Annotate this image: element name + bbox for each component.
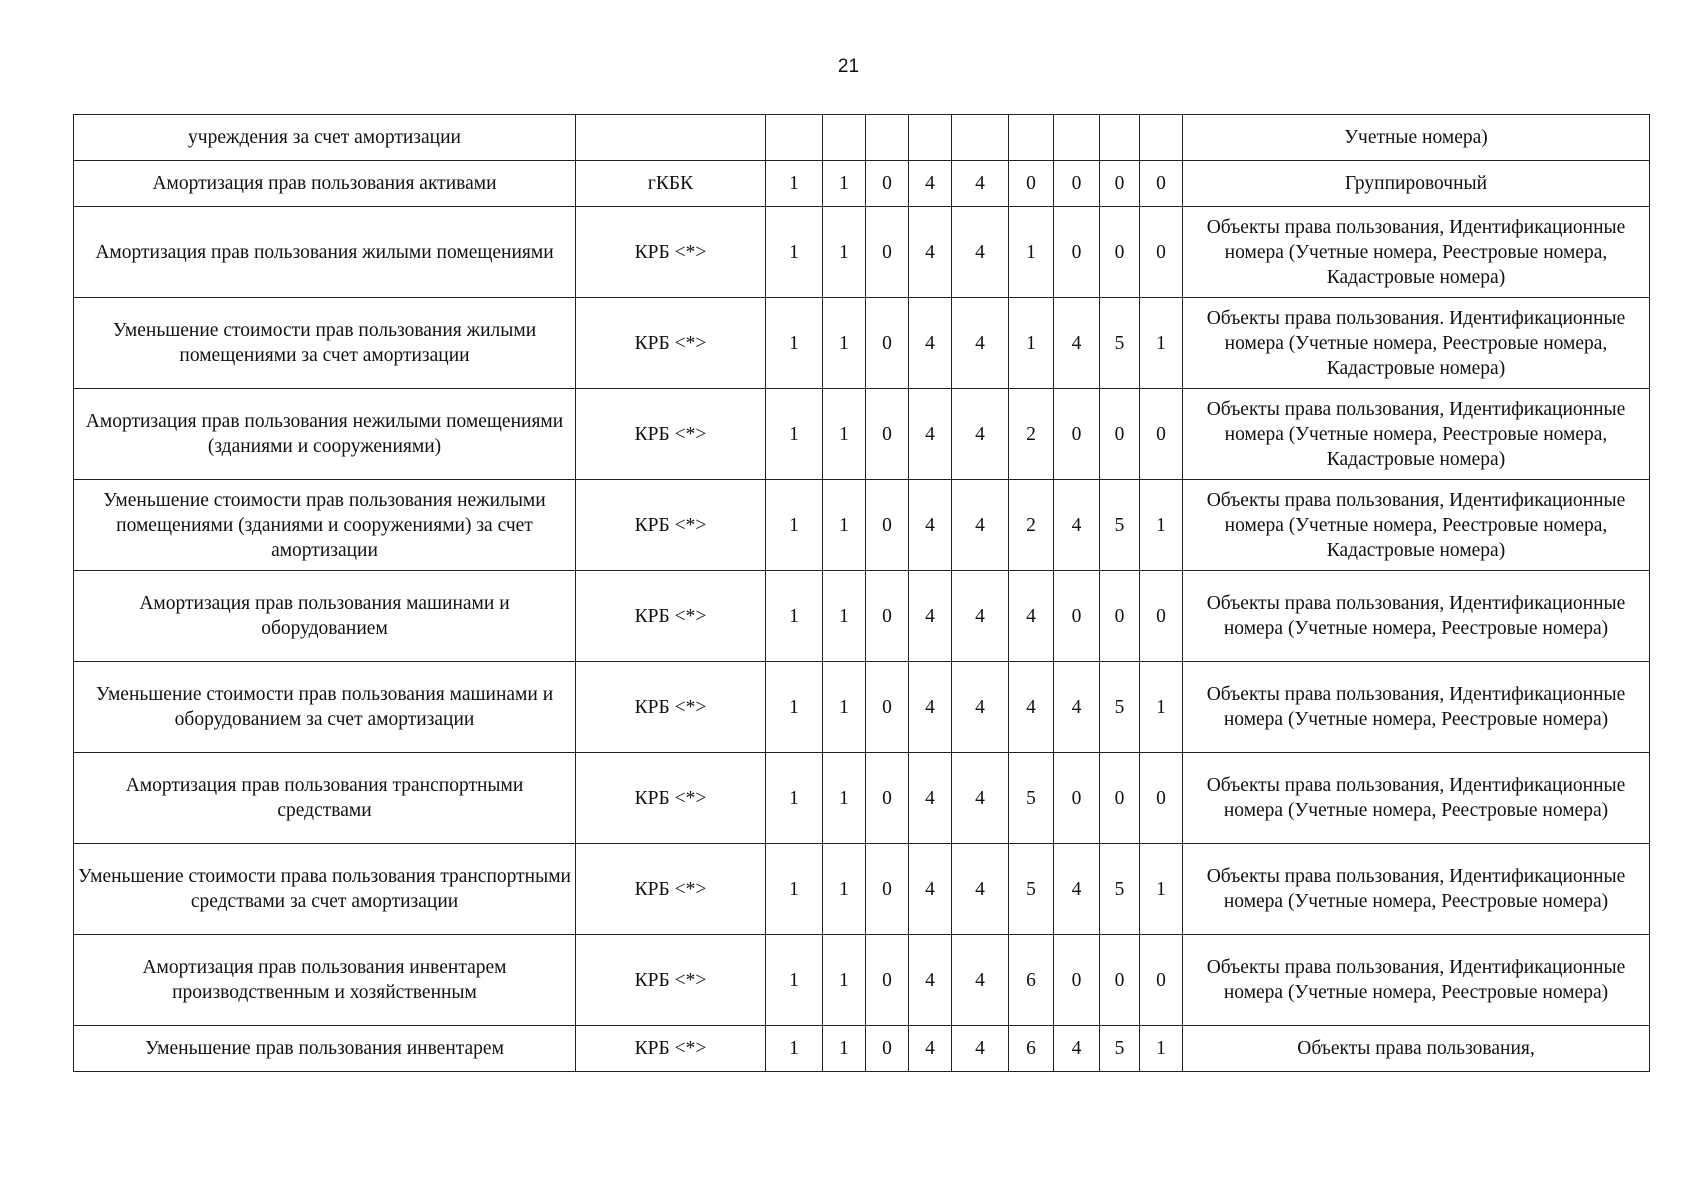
table-row bbox=[74, 753, 1650, 844]
account-digit-cell: 5 bbox=[1009, 753, 1054, 844]
account-digit-cell: 1 bbox=[823, 935, 866, 1026]
account-digit-cell: 0 bbox=[866, 207, 909, 298]
account-type-cell: КРБ <*> bbox=[576, 571, 766, 662]
account-digit-cell: 1 bbox=[766, 753, 823, 844]
account-digit-cell: 4 bbox=[952, 753, 1009, 844]
account-digit-cell: 1 bbox=[766, 662, 823, 753]
account-digit-cell: 1 bbox=[766, 844, 823, 935]
analytics-cell: Объекты права пользования, Идентификационные номера (Учетные номера, Реестровые номера) bbox=[1183, 935, 1650, 1026]
account-digit-cell: 0 bbox=[1140, 161, 1183, 207]
account-digit-cell: 1 bbox=[1009, 207, 1054, 298]
account-digit-cell: 1 bbox=[1140, 1026, 1183, 1072]
account-type-cell bbox=[576, 115, 766, 161]
account-digit-cell bbox=[1054, 115, 1100, 161]
account-type-cell: КРБ <*> bbox=[576, 1026, 766, 1072]
account-digit-cell bbox=[823, 115, 866, 161]
table-row bbox=[74, 115, 1650, 161]
account-digit-cell: 0 bbox=[1009, 161, 1054, 207]
account-digit-cell: 6 bbox=[1009, 935, 1054, 1026]
account-digit-cell: 0 bbox=[1054, 753, 1100, 844]
table-row bbox=[74, 207, 1650, 298]
account-digit-cell: 0 bbox=[1140, 571, 1183, 662]
account-digit-cell: 1 bbox=[1009, 298, 1054, 389]
account-digit-cell: 1 bbox=[823, 389, 866, 480]
table-row bbox=[74, 389, 1650, 480]
account-digit-cell bbox=[1100, 115, 1140, 161]
account-name-cell: Амортизация прав пользования нежилыми помещениями (зданиями и сооружениями) bbox=[74, 389, 576, 480]
account-type-cell: КРБ <*> bbox=[576, 480, 766, 571]
account-type-cell: КРБ <*> bbox=[576, 753, 766, 844]
account-name-cell: учреждения за счет амортизации bbox=[74, 115, 576, 161]
account-digit-cell: 0 bbox=[1140, 389, 1183, 480]
account-type-cell: КРБ <*> bbox=[576, 207, 766, 298]
analytics-cell: Учетные номера) bbox=[1183, 115, 1650, 161]
account-digit-cell bbox=[766, 115, 823, 161]
account-type-cell: КРБ <*> bbox=[576, 844, 766, 935]
account-digit-cell: 0 bbox=[1054, 571, 1100, 662]
analytics-cell: Объекты права пользования, Идентификационные номера (Учетные номера, Реестровые номера, Кадастровые номера) bbox=[1183, 480, 1650, 571]
account-digit-cell: 0 bbox=[1100, 389, 1140, 480]
account-digit-cell bbox=[866, 115, 909, 161]
table-row bbox=[74, 571, 1650, 662]
account-digit-cell: 4 bbox=[909, 480, 952, 571]
account-digit-cell: 0 bbox=[1054, 935, 1100, 1026]
account-digit-cell: 1 bbox=[823, 844, 866, 935]
account-digit-cell: 0 bbox=[866, 662, 909, 753]
table-row bbox=[74, 844, 1650, 935]
account-digit-cell: 0 bbox=[1140, 753, 1183, 844]
account-digit-cell: 0 bbox=[1054, 161, 1100, 207]
account-digit-cell bbox=[909, 115, 952, 161]
account-digit-cell: 5 bbox=[1100, 1026, 1140, 1072]
account-type-cell: КРБ <*> bbox=[576, 298, 766, 389]
account-digit-cell: 4 bbox=[952, 298, 1009, 389]
account-digit-cell: 4 bbox=[1009, 571, 1054, 662]
account-digit-cell: 0 bbox=[866, 389, 909, 480]
analytics-cell: Объекты права пользования. Идентификационные номера (Учетные номера, Реестровые номера, Кадастровые номера) bbox=[1183, 298, 1650, 389]
page-number: 21 bbox=[837, 56, 860, 77]
account-digit-cell: 4 bbox=[952, 935, 1009, 1026]
account-digit-cell: 1 bbox=[766, 207, 823, 298]
account-digit-cell: 4 bbox=[909, 753, 952, 844]
account-digit-cell bbox=[1009, 115, 1054, 161]
table-row bbox=[74, 480, 1650, 571]
account-digit-cell: 1 bbox=[766, 389, 823, 480]
account-digit-cell: 4 bbox=[909, 571, 952, 662]
account-digit-cell: 4 bbox=[1009, 662, 1054, 753]
account-digit-cell: 2 bbox=[1009, 389, 1054, 480]
account-type-cell: КРБ <*> bbox=[576, 662, 766, 753]
account-type-cell: гКБК bbox=[576, 161, 766, 207]
account-digit-cell: 1 bbox=[1140, 844, 1183, 935]
account-digit-cell: 0 bbox=[866, 753, 909, 844]
table-row bbox=[74, 298, 1650, 389]
account-digit-cell: 4 bbox=[909, 1026, 952, 1072]
account-digit-cell: 0 bbox=[1054, 207, 1100, 298]
account-type-cell: КРБ <*> bbox=[576, 389, 766, 480]
account-name-cell: Уменьшение прав пользования инвентарем bbox=[74, 1026, 576, 1072]
account-digit-cell: 1 bbox=[766, 935, 823, 1026]
account-digit-cell: 4 bbox=[909, 844, 952, 935]
account-digit-cell: 0 bbox=[1100, 753, 1140, 844]
analytics-cell: Объекты права пользования, Идентификационные номера (Учетные номера, Реестровые номера) bbox=[1183, 753, 1650, 844]
account-digit-cell: 0 bbox=[1100, 935, 1140, 1026]
account-name-cell: Амортизация прав пользования жилыми помещениями bbox=[74, 207, 576, 298]
account-digit-cell: 1 bbox=[1140, 662, 1183, 753]
account-name-cell: Амортизация прав пользования активами bbox=[74, 161, 576, 207]
account-digit-cell: 4 bbox=[952, 389, 1009, 480]
account-digit-cell: 1 bbox=[766, 571, 823, 662]
account-digit-cell: 1 bbox=[1140, 480, 1183, 571]
analytics-cell: Объекты права пользования, Идентификационные номера (Учетные номера, Реестровые номера) bbox=[1183, 844, 1650, 935]
account-digit-cell: 4 bbox=[1054, 662, 1100, 753]
account-digit-cell: 0 bbox=[1140, 935, 1183, 1026]
account-digit-cell: 0 bbox=[866, 1026, 909, 1072]
account-digit-cell: 1 bbox=[766, 1026, 823, 1072]
account-digit-cell: 5 bbox=[1100, 480, 1140, 571]
table-row bbox=[74, 161, 1650, 207]
account-digit-cell: 4 bbox=[909, 935, 952, 1026]
account-name-cell: Амортизация прав пользования инвентарем производственным и хозяйственным bbox=[74, 935, 576, 1026]
account-digit-cell bbox=[1140, 115, 1183, 161]
account-digit-cell: 0 bbox=[1054, 389, 1100, 480]
analytics-cell: Объекты права пользования, Идентификационные номера (Учетные номера, Реестровые номера) bbox=[1183, 662, 1650, 753]
account-digit-cell: 1 bbox=[823, 207, 866, 298]
account-name-cell: Амортизация прав пользования машинами и оборудованием bbox=[74, 571, 576, 662]
account-digit-cell: 1 bbox=[823, 662, 866, 753]
account-digit-cell: 1 bbox=[823, 480, 866, 571]
account-digit-cell: 4 bbox=[909, 298, 952, 389]
account-digit-cell: 1 bbox=[766, 298, 823, 389]
account-name-cell: Амортизация прав пользования транспортными средствами bbox=[74, 753, 576, 844]
account-digit-cell: 1 bbox=[823, 1026, 866, 1072]
account-digit-cell: 4 bbox=[909, 389, 952, 480]
account-digit-cell: 4 bbox=[952, 844, 1009, 935]
account-digit-cell: 5 bbox=[1009, 844, 1054, 935]
table-row bbox=[74, 1026, 1650, 1072]
table-row bbox=[74, 662, 1650, 753]
account-digit-cell: 0 bbox=[866, 844, 909, 935]
account-digit-cell: 0 bbox=[866, 480, 909, 571]
account-digit-cell: 0 bbox=[1100, 161, 1140, 207]
analytics-cell: Группировочный bbox=[1183, 161, 1650, 207]
account-digit-cell: 0 bbox=[1100, 207, 1140, 298]
account-digit-cell: 4 bbox=[909, 161, 952, 207]
account-name-cell: Уменьшение стоимости прав пользования нежилыми помещениями (зданиями и сооружениями) за счет амортизации bbox=[74, 480, 576, 571]
account-digit-cell: 1 bbox=[766, 161, 823, 207]
account-digit-cell: 4 bbox=[1054, 480, 1100, 571]
account-digit-cell: 4 bbox=[1054, 844, 1100, 935]
account-digit-cell bbox=[952, 115, 1009, 161]
account-type-cell: КРБ <*> bbox=[576, 935, 766, 1026]
account-digit-cell: 4 bbox=[952, 1026, 1009, 1072]
account-digit-cell: 4 bbox=[952, 161, 1009, 207]
account-digit-cell: 4 bbox=[952, 662, 1009, 753]
account-digit-cell: 4 bbox=[1054, 298, 1100, 389]
account-digit-cell: 4 bbox=[952, 207, 1009, 298]
account-digit-cell: 1 bbox=[823, 571, 866, 662]
account-digit-cell: 5 bbox=[1100, 844, 1140, 935]
table-row bbox=[74, 935, 1650, 1026]
table-body bbox=[74, 115, 1650, 1072]
account-name-cell: Уменьшение стоимости права пользования транспортными средствами за счет амортизации bbox=[74, 844, 576, 935]
account-digit-cell: 6 bbox=[1009, 1026, 1054, 1072]
account-digit-cell: 1 bbox=[1140, 298, 1183, 389]
accounts-table bbox=[73, 114, 1650, 1072]
analytics-cell: Объекты права пользования, Идентификационные номера (Учетные номера, Реестровые номера, Кадастровые номера) bbox=[1183, 389, 1650, 480]
account-digit-cell: 0 bbox=[1100, 571, 1140, 662]
account-digit-cell: 5 bbox=[1100, 662, 1140, 753]
account-digit-cell: 1 bbox=[823, 753, 866, 844]
account-digit-cell: 1 bbox=[823, 298, 866, 389]
account-digit-cell: 0 bbox=[1140, 207, 1183, 298]
account-digit-cell: 5 bbox=[1100, 298, 1140, 389]
account-digit-cell: 4 bbox=[952, 571, 1009, 662]
account-digit-cell: 0 bbox=[866, 298, 909, 389]
account-digit-cell: 0 bbox=[866, 935, 909, 1026]
account-digit-cell: 4 bbox=[952, 480, 1009, 571]
account-digit-cell: 4 bbox=[909, 207, 952, 298]
account-digit-cell: 4 bbox=[1054, 1026, 1100, 1072]
analytics-cell: Объекты права пользования, bbox=[1183, 1026, 1650, 1072]
account-digit-cell: 1 bbox=[823, 161, 866, 207]
account-digit-cell: 0 bbox=[866, 571, 909, 662]
account-digit-cell: 4 bbox=[909, 662, 952, 753]
analytics-cell: Объекты права пользования, Идентификационные номера (Учетные номера, Реестровые номера) bbox=[1183, 571, 1650, 662]
account-name-cell: Уменьшение стоимости прав пользования машинами и оборудованием за счет амортизации bbox=[74, 662, 576, 753]
analytics-cell: Объекты права пользования, Идентификационные номера (Учетные номера, Реестровые номера, Кадастровые номера) bbox=[1183, 207, 1650, 298]
account-digit-cell: 1 bbox=[766, 480, 823, 571]
account-name-cell: Уменьшение стоимости прав пользования жилыми помещениями за счет амортизации bbox=[74, 298, 576, 389]
account-digit-cell: 0 bbox=[866, 161, 909, 207]
account-digit-cell: 2 bbox=[1009, 480, 1054, 571]
